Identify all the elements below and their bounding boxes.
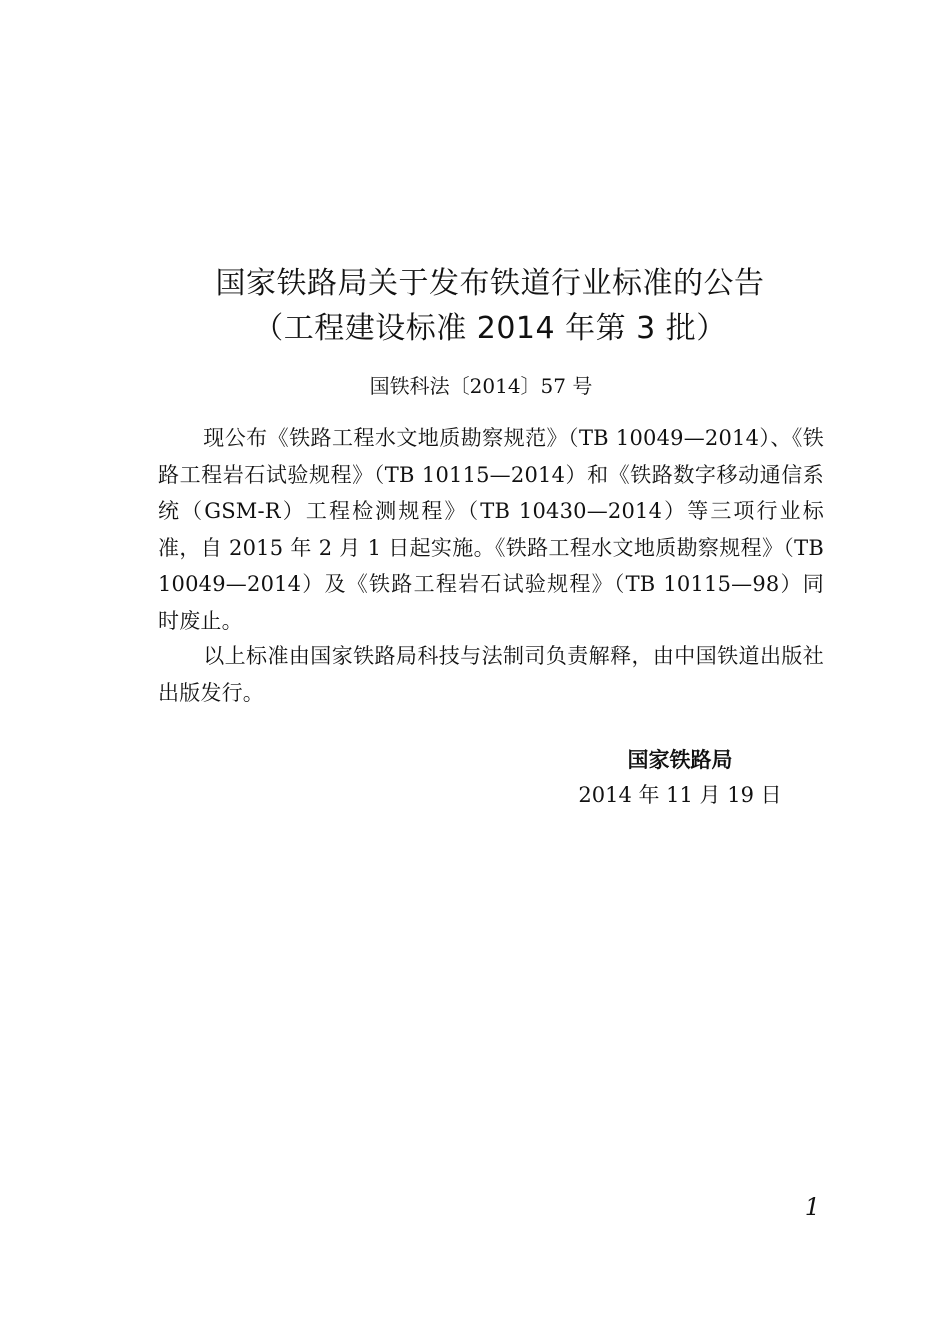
paragraph-2-text: 以上标准由国家铁路局科技与法制司负责解释，由中国铁道出版社出版发行。 <box>158 644 824 705</box>
issue-date: 2014 年 11 月 19 日 <box>578 783 782 807</box>
announcement-title: 国家铁路局关于发布铁道行业标准的公告 <box>215 266 765 301</box>
page-number: 1 <box>804 1193 820 1221</box>
announcement-paragraph-1 <box>158 420 824 639</box>
announcement-subtitle: （工程建设标准 2014 年第 3 批） <box>253 311 727 346</box>
announcement-paragraph-2 <box>158 638 824 711</box>
document-number: 国铁科法〔2014〕57 号 <box>369 374 593 398</box>
paragraph-1-text: 现公布《铁路工程水文地质勘察规范》（TB 10049—2014）、《铁路工程岩石试验规程》（TB 10115—2014）和《铁路数字移动通信系统（GSM-R）工程检测规程》（TB 10430—2014）等三项行业标准，自 2015 年 2 月 1 日起实施。《铁路工程水文地质勘察规程》（TB 10049—2014）及《铁路工程岩石试验规程》（TB 10115—98）同时废止。 <box>158 426 824 633</box>
issuer-signature: 国家铁路局 <box>627 748 733 772</box>
